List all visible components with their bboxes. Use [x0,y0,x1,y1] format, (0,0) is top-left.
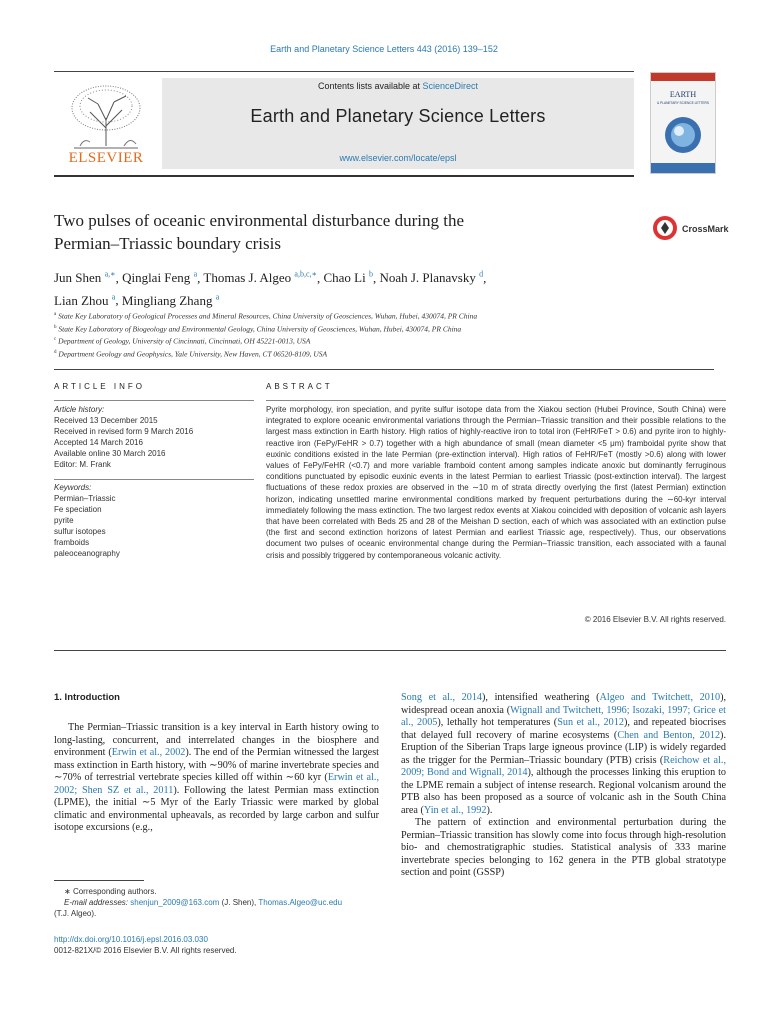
email-note-cont: (T.J. Algeo). [54,909,97,918]
journal-url-link[interactable]: www.elsevier.com/locate/epsl [339,153,457,163]
cover-title: EARTH [669,90,697,99]
keywords-label: Keywords: [54,483,92,492]
affiliation: $^c$ Department of Geology, University of Cincinnati, Cincinnati, OH 45221-0013, USA [54,336,311,346]
history-label: Article history: [54,405,105,414]
corresponding-note: ∗ Corresponding authors. [64,887,157,896]
keywords-rule [54,479,254,480]
sciencedirect-link[interactable]: ScienceDirect [422,81,479,91]
history-online: Available online 30 March 2016 [54,449,166,458]
contents-line [162,81,634,91]
affiliation: $^b$ State Key Laboratory of Biogeology and Environmental Geology, China University of Geosciences, Wuhan, Hubei, 430074, PR China [54,324,462,333]
journal-cover-image [650,72,716,174]
title-line-1: Two pulses of oceanic environmental disturbance during the [54,211,464,230]
cover-subtitle: & PLANETARY SCIENCE LETTERS [657,101,709,105]
article-info-rule [54,369,714,370]
body-text: ). The end of the Permian witnessed the largest mass extinction in Earth history, with ∼90% of marine invertebrate species and ∼70% of terrestrial vertebrate species killed off within ∼60 kyr ( [54,747,380,783]
citation-link[interactable]: Reichow et al., 2009; Bond and Wignall, 2014 [401,754,726,778]
citation-link[interactable]: Erwin et al., 2002 [111,747,186,758]
doi-link[interactable]: http://dx.doi.org/10.1016/j.epsl.2016.03.030 [54,935,208,944]
affiliation: $^a$ State Key Laboratory of Geological Processes and Mineral Resources, China University of Geosciences, Wuhan, Hubei, 430074, PR China [54,311,478,321]
body-text: ). [486,804,493,816]
body-paragraph [401,692,726,817]
footnote-rule [54,880,144,881]
citation-link[interactable]: Song et al., 2014 [401,692,483,703]
keyword: framboids [54,538,90,547]
citation-link[interactable]: Erwin et al., 2002; Shen SZ et al., 2011 [54,772,379,796]
abstract-copyright: © 2016 Elsevier B.V. All rights reserved. [584,615,726,624]
affiliation: $^d$ Department Geology and Geophysics, Yale University, New Haven, CT 06520-8109, USA [54,349,328,358]
keywords [54,482,254,559]
keyword: paleoceanography [54,549,120,558]
body-text: The Permian–Triassic transition is a key interval in Earth history owing to long-lasting, concurrent, and interrelated changes in the biosphere and environment ( [54,722,379,758]
author[interactable]: Noah J. Planavsky $^d$ [379,270,484,286]
body-rule [54,650,726,651]
body-text: ), intensified weathering ( [482,692,600,703]
author[interactable]: Jun Shen $^{a,∗}$ [54,270,116,286]
citation-link[interactable]: Yin et al., 1992 [423,804,487,816]
journal-name: Earth and Planetary Science Letters [250,106,546,126]
body-text: ), although the processes linking this eruption to the LPME remain a subject of intense research. Regional volcanism around the PTB also has been proposed as a source of volcanic ash in the South China area ( [401,767,726,816]
footnote-star: ∗ [64,887,71,896]
author[interactable]: Lian Zhou $^a$ [54,292,116,308]
citation-link[interactable]: Wignall and Twitchett, 1996; Isozaki, 1997; Grice et al., 2005 [401,704,726,728]
abstract-text: Pyrite morphology, iron speciation, and pyrite sulfur isotope data from the Xiakou section (Hubei Province, South China) were integrated to explore oceanic environmental variations through the Permian–Triassic transition and their possible relations to the largest mass extinction in Earth history. High ratios of highly-reactive iron to total iron (FeHR/FeT > 0.6) and pyrite iron to highly-reactive iron (FePy/FeHR > 0.7) together with a high abundance of small (mean diameter <5 μm) framboidal pyrite show that euxinic conditions existed in the late Permian (pre-extinction interval). High ratios of FeHR/FeT (mostly >0.6) along with lower values of FePy/FeHR (<0.7) and more variable framboid content among samples indicate anoxic but dominantly ferruginous conditions punctuated by episodic euxinic events in the latest Permian to earliest Triassic (post-extinction interval). The largest fluctuations of these redox proxies are observed in the ∼10 m of strata directly overlying the first (latest Permian) extinction horizon, indicating unsettled marine environmental conditions marked by frequent perturbations during the ∼60-kyr interval immediately following the mass extinction. The two largest redox events at Xiakou coincided with deposition of volcanic ash layers that have been correlated with Beds 25 and 28 of the Meishan D section, each of which was associated with an extinction pulse (the first and second extinction horizons of latest Permian and earliest Triassic age, respectively). Thus, our observations document two pulses of oceanic environmental change during the Permian–Triassic transition, each associated with a faunal crisis and possibly triggered by contemporaneous volcanic activity. [266,405,726,560]
body-paragraph: The pattern of extinction and environmental perturbation during the Permian–Triassic transition has slowly come into focus through high-resolution bio- and chemostratigraphic studies. Statistical analysis of 333 marine invertebrate species belonging to 162 genera in the PTB global stratotype section and point (GSSP) [401,817,726,878]
history-revised: Received in revised form 9 March 2016 [54,427,194,436]
history-editor: Editor: M. Frank [54,460,111,469]
issn-line: 0012-821X/© 2016 Elsevier B.V. All rights reserved. [54,946,237,955]
masthead-top-rule [54,71,634,72]
author[interactable]: Chao Li $^b$ [323,270,373,286]
body-column-right [401,692,726,880]
citation-link[interactable]: Chen and Benton, 2012 [617,729,721,741]
author[interactable]: Mingliang Zhang $^a$ [121,292,220,308]
affiliations [54,309,674,359]
email-link[interactable]: shenjun_2009@163.com [130,898,220,907]
article-info-column-rule [54,400,254,401]
journal-citation-link[interactable]: Earth and Planetary Science Letters 443 (2016) 139–152 [270,44,498,54]
author[interactable]: Thomas J. Algeo $^{a,b,c,∗}$ [203,270,317,286]
keyword: Permian–Triassic [54,494,116,503]
email-link[interactable]: Thomas.Algeo@uc.edu [258,898,343,907]
history-accepted: Accepted 14 March 2016 [54,438,143,447]
history-received: Received 13 December 2015 [54,416,158,425]
body-text: ). Following the latest Permian mass extinction (LPME), the initial ∼5 Myr of the Early Triassic were marked by global climatic and environmental upheavals, as recorded by large carbon and sulfur isotope excursions (e.g., [54,784,380,833]
body-column-left [54,722,379,835]
article-title [54,209,614,255]
body-text: ), and repeated biocrises that delayed full recovery of marine ecosystems ( [401,717,727,741]
body-text: ), lethally hot temperatures ( [437,717,558,728]
body-text: ), widespread ocean anoxia ( [401,692,727,716]
keyword: sulfur isotopes [54,527,106,536]
article-info-heading: ARTICLE INFO [54,382,145,391]
doi-block [54,934,374,956]
article-history [54,404,254,470]
email-label: E-mail addresses: [64,898,129,907]
footnotes [54,886,374,919]
citation-link[interactable]: Algeo and Twitchett, 2010 [599,692,721,703]
abstract-heading: ABSTRACT [266,382,333,391]
email-note: E-mail addresses: shenjun_2009@163.com (J. Shen), Thomas.Algeo@uc.edu [64,898,343,907]
journal-cover-art [651,73,715,173]
masthead-bottom-rule [54,175,634,177]
introduction-heading: 1. Introduction [54,692,120,703]
elsevier-wordmark: ELSEVIER [68,150,144,166]
body-text: ). Eruption of the Siberian Traps large igneous province (LIP) is widely regarded as the trigger for the Permian–Triassic boundary (PTB) crisis ( [401,729,726,766]
author-list: Jun Shen $^{a,∗}$, Qinglai Feng $^a$, Thomas J. Algeo $^{a,b,c,∗}$, Chao Li $^b$, Noah J. Planavsky $^d$, Lian Zhou $^a$, Mingliang Zhang $^a$ [54,270,487,308]
crossmark-label[interactable]: CrossMark [682,224,729,234]
citation-link[interactable]: Sun et al., 2012 [557,717,624,728]
keyword: Fe speciation [54,505,102,514]
abstract-column-rule [266,400,726,401]
title-line-2: Permian–Triassic boundary crisis [54,234,281,253]
keyword: pyrite [54,516,74,525]
author[interactable]: Qinglai Feng $^a$ [122,270,198,286]
contents-prefix: Contents lists available at [317,81,423,91]
